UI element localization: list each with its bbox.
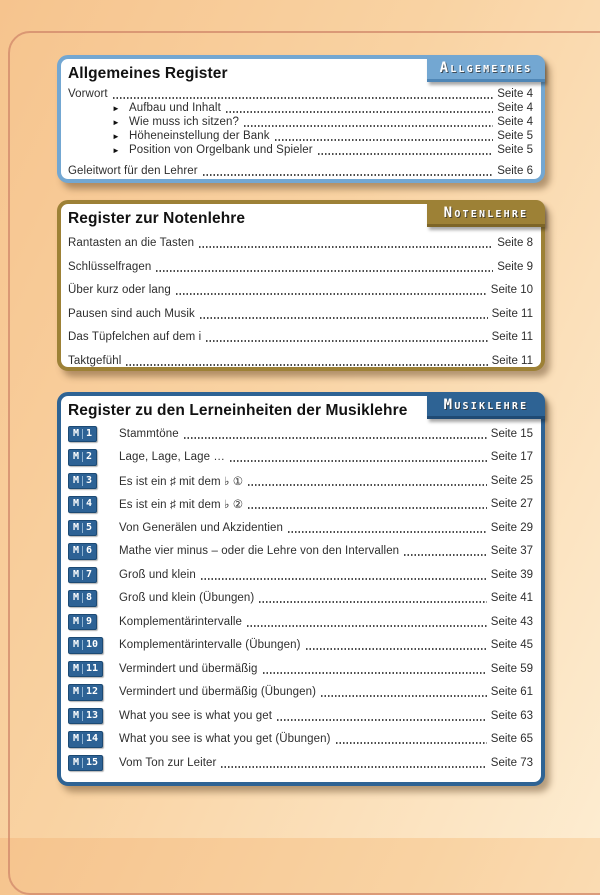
unit-badge-divider bbox=[82, 687, 83, 697]
entry-label: Komplementärintervalle bbox=[119, 615, 243, 628]
unit-badge-number: 5 bbox=[86, 521, 93, 533]
entry-label: Geleitwort für den Lehrer bbox=[68, 165, 198, 177]
entry-label: Pausen sind auch Musik bbox=[68, 307, 195, 320]
toc-entry bbox=[68, 610, 533, 634]
unit-badge-letter: M bbox=[73, 639, 80, 650]
entry-label: Schlüsselfragen bbox=[68, 260, 152, 273]
unit-badge-divider bbox=[82, 570, 83, 580]
dot-leader bbox=[404, 554, 487, 556]
unit-badge-cell bbox=[68, 520, 119, 537]
unit-badge-cell bbox=[68, 449, 119, 466]
dot-leader bbox=[248, 507, 487, 509]
dot-leader bbox=[113, 97, 494, 99]
toc-entry bbox=[68, 129, 533, 143]
unit-badge-letter: M bbox=[73, 498, 80, 509]
toc-entry bbox=[68, 101, 533, 115]
dot-leader bbox=[247, 625, 487, 627]
entry-label: Taktgefühl bbox=[68, 354, 122, 367]
unit-badge-number: 9 bbox=[86, 615, 93, 627]
unit-badge-cell bbox=[68, 661, 119, 678]
unit-badge-cell bbox=[68, 473, 119, 490]
toc-entry bbox=[68, 728, 533, 752]
bullet-arrow-icon: ► bbox=[112, 131, 120, 141]
unit-badge-cell bbox=[68, 496, 119, 513]
entry-page: Seite 8 bbox=[497, 237, 533, 250]
entry-label: Höheneinstellung der Bank bbox=[129, 130, 270, 142]
entry-label: Es ist ein ♯ mit dem ♭ ② bbox=[119, 499, 244, 512]
dot-leader bbox=[226, 111, 493, 113]
unit-badge-letter: M bbox=[73, 662, 80, 674]
unit-badge-divider bbox=[82, 523, 83, 533]
entry-label: Wie muss ich sitzen? bbox=[129, 116, 240, 128]
entry-page: Seite 27 bbox=[490, 498, 533, 511]
unit-badge-divider bbox=[82, 617, 83, 627]
toc-entry bbox=[68, 493, 533, 517]
entry-page: Seite 39 bbox=[490, 568, 533, 581]
section-tab-label: NOTENLEHRE bbox=[443, 204, 529, 221]
unit-badge-divider bbox=[82, 664, 83, 674]
entry-page: Seite 65 bbox=[490, 733, 533, 746]
unit-badge bbox=[68, 496, 97, 513]
entry-page: Seite 37 bbox=[490, 545, 533, 558]
unit-badge-cell bbox=[68, 543, 119, 560]
dot-leader bbox=[306, 648, 487, 650]
unit-badge-number: 12 bbox=[86, 686, 99, 697]
entry-page: Seite 45 bbox=[490, 639, 533, 652]
unit-badge-divider bbox=[82, 711, 83, 721]
unit-badge-divider bbox=[82, 429, 83, 439]
dot-leader bbox=[259, 601, 486, 603]
unit-badge-cell bbox=[68, 614, 119, 631]
entry-label: Das Tüpfelchen auf dem i bbox=[68, 331, 202, 344]
dot-leader bbox=[263, 672, 487, 674]
unit-badge-letter: M bbox=[73, 592, 80, 603]
toc-entry bbox=[68, 143, 533, 157]
unit-badge-divider bbox=[82, 499, 83, 509]
entry-page: Seite 59 bbox=[490, 662, 533, 675]
unit-badge-letter: M bbox=[73, 521, 80, 533]
entry-page: Seite 11 bbox=[491, 331, 533, 344]
unit-badge-cell bbox=[68, 684, 119, 701]
entry-page: Seite 29 bbox=[490, 521, 533, 534]
unit-badge-number: 10 bbox=[86, 639, 99, 650]
unit-badge-letter: M bbox=[73, 427, 80, 439]
toc-entry bbox=[68, 751, 533, 775]
dot-leader bbox=[336, 742, 487, 744]
unit-badge bbox=[68, 637, 103, 654]
unit-badge-letter: M bbox=[73, 686, 80, 697]
toc-list bbox=[61, 420, 541, 775]
entry-page: Seite 17 bbox=[490, 451, 533, 464]
section-tab bbox=[427, 392, 545, 419]
toc-entry bbox=[68, 326, 533, 350]
unit-badge-letter: M bbox=[73, 474, 80, 486]
toc-entry bbox=[68, 516, 533, 540]
dot-leader bbox=[230, 460, 487, 462]
toc-entry bbox=[68, 446, 533, 470]
unit-badge-cell bbox=[68, 708, 119, 725]
entry-label: Es ist ein ♯ mit dem ♭ ① bbox=[119, 475, 244, 488]
toc-entry bbox=[68, 232, 533, 256]
unit-badge-letter: M bbox=[73, 615, 80, 627]
entry-label: Vermindert und übermäßig bbox=[119, 662, 258, 675]
entry-label: Stammtöne bbox=[119, 427, 179, 440]
unit-badge bbox=[68, 755, 103, 772]
dot-leader bbox=[275, 139, 494, 141]
unit-badge-cell bbox=[68, 590, 119, 607]
entry-page: Seite 15 bbox=[490, 427, 533, 440]
unit-badge bbox=[68, 708, 103, 725]
bullet-arrow-icon: ► bbox=[112, 145, 120, 155]
section-title: Register zu den Lerneinheiten der Musiklehre bbox=[68, 402, 408, 419]
toc-entry bbox=[68, 87, 533, 101]
section-notenlehre bbox=[57, 200, 545, 371]
unit-badge bbox=[68, 731, 103, 748]
unit-badge-divider bbox=[82, 758, 83, 768]
dot-leader bbox=[201, 578, 487, 580]
section-header bbox=[61, 59, 541, 83]
unit-badge bbox=[68, 520, 97, 537]
entry-label: Vermindert und übermäßig (Übungen) bbox=[119, 686, 317, 699]
dot-leader bbox=[203, 174, 493, 176]
entry-label: Groß und klein (Übungen) bbox=[119, 592, 255, 605]
entry-page: Seite 61 bbox=[490, 686, 533, 699]
entry-label: Rantasten an die Tasten bbox=[68, 237, 195, 250]
unit-badge-number: 4 bbox=[86, 498, 93, 509]
toc-list bbox=[61, 228, 541, 373]
entry-page: Seite 6 bbox=[497, 165, 533, 177]
toc-entry bbox=[68, 422, 533, 446]
unit-badge-letter: M bbox=[73, 756, 80, 768]
unit-badge bbox=[68, 567, 97, 584]
entry-label: Vorwort bbox=[68, 88, 108, 100]
toc-list bbox=[61, 83, 541, 178]
entry-page: Seite 25 bbox=[490, 474, 533, 487]
entry-page: Seite 4 bbox=[497, 102, 533, 114]
unit-badge-letter: M bbox=[73, 451, 80, 462]
entry-label: Aufbau und Inhalt bbox=[129, 102, 221, 114]
unit-badge-divider bbox=[82, 452, 83, 462]
unit-badge-number: 7 bbox=[86, 568, 93, 580]
unit-badge-divider bbox=[82, 640, 83, 650]
section-header bbox=[61, 204, 541, 228]
dot-leader bbox=[277, 719, 487, 721]
dot-leader bbox=[199, 246, 493, 248]
entry-page: Seite 4 bbox=[497, 116, 533, 128]
unit-badge bbox=[68, 614, 97, 631]
entry-label: Position von Orgelbank und Spieler bbox=[129, 144, 313, 156]
bullet-arrow-icon: ► bbox=[112, 103, 120, 113]
entry-label: Komplementärintervalle (Übungen) bbox=[119, 639, 301, 652]
unit-badge-divider bbox=[82, 546, 83, 556]
unit-badge bbox=[68, 426, 97, 443]
toc-content bbox=[57, 55, 545, 786]
unit-badge-cell bbox=[68, 637, 119, 654]
dot-leader bbox=[126, 364, 487, 366]
dot-leader bbox=[206, 340, 487, 342]
unit-badge-number: 14 bbox=[86, 733, 99, 744]
toc-entry bbox=[68, 350, 533, 374]
toc-entry bbox=[68, 657, 533, 681]
dot-leader bbox=[321, 695, 487, 697]
dot-leader bbox=[318, 153, 494, 155]
entry-page: Seite 4 bbox=[497, 88, 533, 100]
entry-label: Vom Ton zur Leiter bbox=[119, 756, 217, 769]
dot-leader bbox=[184, 437, 487, 439]
unit-badge bbox=[68, 684, 103, 701]
bullet-arrow-icon: ► bbox=[112, 117, 120, 127]
section-tab-label: MUSIKLEHRE bbox=[443, 396, 529, 413]
unit-badge bbox=[68, 661, 103, 678]
entry-page: Seite 11 bbox=[491, 354, 533, 367]
toc-entry bbox=[68, 681, 533, 705]
dot-leader bbox=[244, 125, 493, 127]
entry-page: Seite 73 bbox=[490, 756, 533, 769]
toc-entry bbox=[68, 279, 533, 303]
entry-page: Seite 63 bbox=[490, 709, 533, 722]
toc-entry bbox=[68, 587, 533, 611]
section-tab bbox=[427, 200, 545, 227]
unit-badge-number: 15 bbox=[86, 756, 99, 768]
unit-badge-cell bbox=[68, 731, 119, 748]
dot-leader bbox=[156, 270, 493, 272]
entry-label: Über kurz oder lang bbox=[68, 284, 171, 297]
unit-badge-divider bbox=[82, 593, 83, 603]
unit-badge-cell bbox=[68, 755, 119, 772]
toc-entry bbox=[68, 303, 533, 327]
section-title: Allgemeines Register bbox=[68, 65, 228, 82]
unit-badge-number: 1 bbox=[86, 427, 93, 439]
entry-page: Seite 43 bbox=[490, 615, 533, 628]
toc-entry bbox=[68, 469, 533, 493]
unit-badge-letter: M bbox=[73, 568, 80, 580]
section-tab bbox=[427, 55, 545, 82]
toc-entry bbox=[68, 115, 533, 129]
unit-badge-cell bbox=[68, 567, 119, 584]
entry-page: Seite 10 bbox=[490, 284, 533, 297]
dot-leader bbox=[200, 317, 488, 319]
entry-label: Lage, Lage, Lage … bbox=[119, 451, 226, 464]
unit-badge-number: 2 bbox=[86, 451, 93, 462]
entry-page: Seite 5 bbox=[497, 130, 533, 142]
entry-label: Groß und klein bbox=[119, 568, 196, 581]
unit-badge-letter: M bbox=[73, 709, 80, 721]
unit-badge-number: 8 bbox=[86, 592, 93, 603]
unit-badge bbox=[68, 543, 97, 560]
dot-leader bbox=[248, 484, 487, 486]
toc-entry bbox=[68, 540, 533, 564]
unit-badge bbox=[68, 590, 97, 607]
section-musiklehre bbox=[57, 392, 545, 786]
unit-badge-letter: M bbox=[73, 733, 80, 744]
entry-page: Seite 41 bbox=[490, 592, 533, 605]
dot-leader bbox=[176, 293, 487, 295]
entry-label: Mathe vier minus – oder die Lehre von den Intervallen bbox=[119, 545, 400, 558]
toc-entry bbox=[68, 704, 533, 728]
toc-entry bbox=[68, 634, 533, 658]
unit-badge-divider bbox=[82, 476, 83, 486]
toc-entry bbox=[68, 164, 533, 178]
toc-entry bbox=[68, 563, 533, 587]
unit-badge-cell bbox=[68, 426, 119, 443]
unit-badge bbox=[68, 473, 97, 490]
entry-page: Seite 5 bbox=[497, 144, 533, 156]
entry-label: What you see is what you get bbox=[119, 709, 273, 722]
unit-badge-number: 11 bbox=[86, 662, 99, 674]
entry-page: Seite 9 bbox=[497, 260, 533, 273]
dot-leader bbox=[221, 766, 486, 768]
unit-badge-number: 6 bbox=[86, 545, 93, 556]
entry-label: Von Generälen und Akzidentien bbox=[119, 521, 284, 534]
section-tab-label: ALLGEMEINES bbox=[439, 59, 533, 76]
section-allgemeines bbox=[57, 55, 545, 183]
unit-badge-letter: M bbox=[73, 545, 80, 556]
dot-leader bbox=[288, 531, 487, 533]
unit-badge-number: 3 bbox=[86, 474, 93, 486]
unit-badge-divider bbox=[82, 734, 83, 744]
section-header bbox=[61, 396, 541, 420]
entry-page: Seite 11 bbox=[491, 307, 533, 320]
unit-badge bbox=[68, 449, 97, 466]
toc-entry bbox=[68, 256, 533, 280]
entry-label: What you see is what you get (Übungen) bbox=[119, 733, 331, 746]
section-title: Register zur Notenlehre bbox=[68, 210, 246, 227]
unit-badge-number: 13 bbox=[86, 709, 99, 721]
